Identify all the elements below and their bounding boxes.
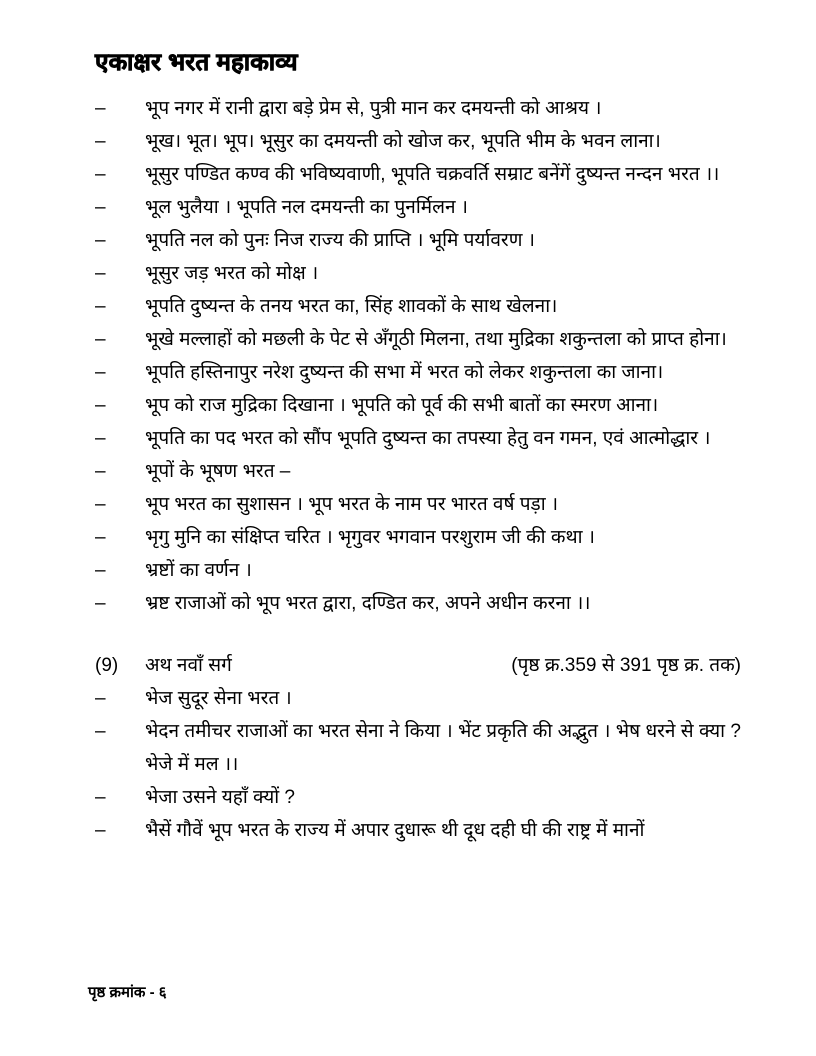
list-item-text: भूपति नल को पुनः निज राज्य की प्राप्ति । भूमि पर्यावरण ।	[145, 230, 535, 251]
list-item	[95, 455, 741, 488]
list-item-text: भूखे मल्लाहों को मछली के पेट से अँगूठी मिलना, तथा मुद्रिका शकुन्तला को प्राप्त होना।	[145, 329, 727, 350]
list-item	[95, 715, 741, 781]
list-item	[95, 521, 741, 554]
list-item-text: भृगु मुनि का संक्षिप्त चरित । भृगुवर भगवान परशुराम जी की कथा ।	[145, 527, 595, 548]
list-item	[95, 587, 741, 620]
bullet-list	[95, 92, 741, 620]
list-item	[95, 257, 741, 290]
list-item	[95, 158, 741, 191]
list-item-text: भूप को राज मुद्रिका दिखाना । भूपति को पूर्व की सभी बातों का स्मरण आना।	[145, 395, 659, 416]
list-item	[95, 554, 741, 587]
bullet-dash: –	[95, 560, 106, 581]
bullet-dash: –	[95, 688, 106, 709]
bullet-dash: –	[95, 98, 106, 119]
list-item	[95, 389, 741, 422]
list-item-text: भूपति हस्तिनापुर नरेश दुष्यन्त की सभा में भरत को लेकर शकुन्तला का जाना।	[145, 362, 664, 383]
bullet-dash: –	[95, 494, 106, 515]
list-item-text: भूप भरत का सुशासन । भूप भरत के नाम पर भारत वर्ष पड़ा ।	[145, 494, 559, 515]
list-item	[95, 323, 741, 356]
section-heading: अथ नवाँ सर्ग	[145, 655, 232, 676]
bullet-dash: –	[95, 164, 106, 185]
bullet-dash: –	[95, 593, 106, 614]
bullet-dash: –	[95, 329, 106, 350]
list-item-text: भ्रष्टों का वर्णन ।	[145, 560, 252, 581]
bullet-dash: –	[95, 527, 106, 548]
bullet-dash: –	[95, 131, 106, 152]
page-content	[95, 48, 741, 847]
bullet-dash: –	[95, 428, 106, 449]
list-item-text: भूपों के भूषण भरत –	[145, 461, 291, 482]
bullet-dash: –	[95, 461, 106, 482]
page-number-footer: पृष्ठ क्रमांक - ६	[88, 984, 167, 1001]
list-item	[95, 422, 741, 455]
list-item-text: भ्रष्ट राजाओं को भूप भरत द्वारा, दण्डित कर, अपने अधीन करना ।।	[145, 593, 591, 614]
list-item-text: भूसुर जड़ भरत को मोक्ष ।	[145, 263, 319, 284]
list-item	[95, 290, 741, 323]
list-item	[95, 191, 741, 224]
bullet-dash: –	[95, 721, 106, 742]
list-item-text: भूपति का पद भरत को सौंप भूपति दुष्यन्त का तपस्या हेतु वन गमन, एवं आत्मोद्धार ।	[145, 428, 711, 449]
section-page-reference: (पृष्ठ क्र.359 से 391 पृष्ठ क्र. तक)	[511, 655, 741, 676]
bullet-dash: –	[95, 296, 106, 317]
list-item	[95, 488, 741, 521]
bullet-dash: –	[95, 820, 106, 841]
list-item-text: भैसें गौवें भूप भरत के राज्य में अपार दुधारू थी दूध दही घी की राष्ट्र में मानों	[145, 820, 645, 841]
section-bullet-list	[95, 682, 741, 847]
bullet-dash: –	[95, 362, 106, 383]
list-item	[95, 781, 741, 814]
bullet-dash: –	[95, 197, 106, 218]
list-item-text: भेज सुदूर सेना भरत ।	[145, 688, 292, 709]
list-item-text: भूपति दुष्यन्त के तनय भरत का, सिंह शावकों के साथ खेलना।	[145, 296, 558, 317]
page-title: एकाक्षर भरत महाकाव्य	[95, 49, 298, 76]
bullet-dash: –	[95, 263, 106, 284]
list-item	[95, 814, 741, 847]
list-item-text: भूख। भूत। भूप। भूसुर का दमयन्ती को खोज कर, भूपति भीम के भवन लाना।	[145, 131, 661, 152]
list-item	[95, 356, 741, 389]
list-item	[95, 92, 741, 125]
list-item-text: भेजा उसने यहाँ क्यों ?	[145, 787, 295, 808]
list-item-text: भूप नगर में रानी द्वारा बड़े प्रेम से, पुत्री मान कर दमयन्ती को आश्रय ।	[145, 98, 602, 119]
section-number: (9)	[95, 655, 119, 676]
list-item-text: भेदन तमीचर राजाओं का भरत सेना ने किया । भेंट प्रकृति की अद्भुत । भेष धरने से क्या ? भेजे में मल ।।	[145, 721, 741, 775]
list-item-text: भूसुर पण्डित कण्व की भविष्यवाणी, भूपति चक्रवर्ति सम्राट बनेंगें दुष्यन्त नन्दन भरत ।।	[145, 164, 720, 185]
bullet-dash: –	[95, 787, 106, 808]
section-heading-row	[95, 649, 741, 682]
list-item	[95, 125, 741, 158]
list-item-text: भूल भुलैया । भूपति नल दमयन्ती का पुनर्मिलन ।	[145, 197, 469, 218]
list-item	[95, 224, 741, 257]
list-item	[95, 682, 741, 715]
bullet-dash: –	[95, 230, 106, 251]
bullet-dash: –	[95, 395, 106, 416]
